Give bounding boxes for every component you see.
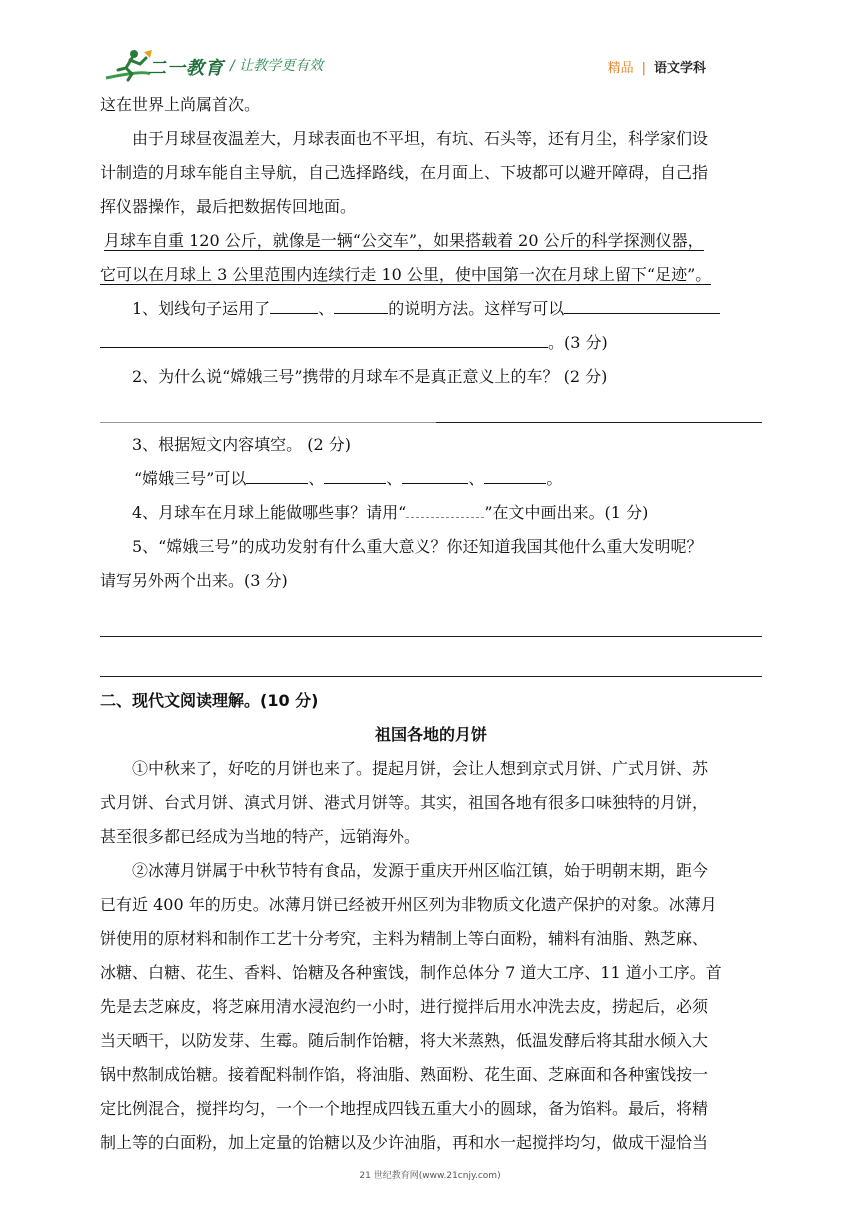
- answer-line: [100, 636, 762, 637]
- answer-blank[interactable]: [334, 295, 388, 314]
- section-heading: 二、现代文阅读理解。(10 分): [100, 691, 319, 710]
- passage-line: 锅中熬制成饴糖。接着配料制作馅，将油脂、熟面粉、花生面、芝麻面和各种蜜饯按一: [100, 1065, 709, 1084]
- question-text: ”在文中画出来。(1 分): [484, 503, 649, 522]
- passage-line: 冰糖、白糖、花生、香料、饴糖及各种蜜饯，制作总体分 7 道大工序、11 道小工序。首: [100, 963, 722, 982]
- answer-blank[interactable]: [270, 295, 318, 314]
- document-body: [100, 88, 762, 1160]
- passage-line: 式月饼、台式月饼、滇式月饼、港式月饼等。其实，祖国各地有很多口味独特的月饼，: [100, 793, 709, 812]
- wavy-line-sample: [406, 497, 484, 518]
- answer-line: [100, 676, 762, 677]
- page-header: [0, 0, 860, 80]
- passage-line: 饼使用的原材料和制作工艺十分考究，主料为精制上等白面粉，辅料有油脂、熟芝麻、: [100, 929, 709, 948]
- answer-area[interactable]: [100, 598, 762, 638]
- question-3-fill: [100, 462, 762, 496]
- answer-line: [436, 422, 762, 423]
- passage-line: 挥仪器操作，最后把数据传回地面。: [100, 197, 357, 216]
- brand-label: [608, 57, 706, 76]
- page-footer: 21 世纪教育网(www.21cnjy.com): [359, 1171, 501, 1181]
- passage-line: ②冰薄月饼属于中秋节特有食品，发源于重庆开州区临江镇，始于明朝末期，距今: [132, 861, 709, 880]
- passage-line: 已有近 400 年的历史。冰薄月饼已经被开州区列为非物质文化遗产保护的对象。冰薄月: [100, 895, 717, 914]
- question-text: 1、划线句子运用了: [132, 299, 271, 318]
- passage-line: 计制造的月球车能自主导航，自己选择路线，在月面上、下坡都可以避开障碍，自己指: [100, 163, 709, 182]
- passage-line: ①中秋来了，好吃的月饼也来了。提起月饼，会让人想到京式月饼、广式月饼、苏: [132, 759, 709, 778]
- question-text: “嫦娥三号”可以: [134, 469, 247, 488]
- question-text: 的说明方法。这样写可以: [388, 299, 565, 318]
- logo-text: 二一教育: [148, 58, 224, 79]
- answer-area[interactable]: [100, 638, 762, 678]
- question-text: 、: [318, 299, 335, 318]
- underlined-text: 它可以在月球上 3 公里范围内连续行走 10 公里，使中国第一次在月球上留下“足迹”。: [100, 265, 712, 284]
- passage-line: 先是去芝麻皮，将芝麻用清水浸泡约一小时，进行搅拌后用水冲洗去皮，捞起后，必须: [100, 997, 709, 1016]
- passage-title: 祖国各地的月饼: [374, 725, 487, 744]
- separator: 、: [386, 469, 403, 488]
- passage-line: 当天晒干，以防发芽、生霉。随后制作饴糖，将大米蒸熟，低温发酵后将其甜水倾入大: [100, 1031, 709, 1050]
- question-2: 2、为什么说“嫦娥三号”携带的月球车不是真正意义上的车？ (2 分): [132, 367, 608, 386]
- question-1: [100, 292, 762, 326]
- brand-quality: 精品: [607, 61, 634, 76]
- question-3: 3、根据短文内容填空。 (2 分): [132, 435, 352, 454]
- answer-area[interactable]: [100, 394, 762, 428]
- question-1-cont: [100, 326, 762, 360]
- separator: 、: [468, 469, 485, 488]
- question-text: 。(3 分): [548, 333, 608, 352]
- passage-line: 制上等的白面粉，加上定量的饴糖以及少许油脂，再和水一起搅拌均匀，做成干湿恰当: [100, 1133, 709, 1152]
- question-4: [100, 496, 762, 530]
- passage-line: 这在世界上尚属首次。: [100, 95, 261, 114]
- underlined-sentence: [100, 224, 762, 258]
- answer-blank[interactable]: [324, 465, 386, 484]
- separator: 、: [308, 469, 325, 488]
- answer-line: [100, 422, 436, 423]
- answer-blank[interactable]: [246, 465, 308, 484]
- brand-subject: 语文学科: [653, 61, 706, 76]
- answer-blank[interactable]: [564, 295, 720, 314]
- brand-separator: |: [641, 61, 646, 76]
- separator: 。: [546, 469, 563, 488]
- question-5-cont: 请写另外两个出来。(3 分): [100, 571, 288, 590]
- question-5: 5、“嫦娥三号”的成功发射有什么重大意义？你还知道我国其他什么重大发明呢？: [132, 537, 703, 556]
- answer-blank[interactable]: [100, 329, 548, 348]
- underlined-sentence: [100, 258, 762, 292]
- passage-line: 由于月球昼夜温差大，月球表面也不平坦，有坑、石头等，还有月尘，科学家们设: [132, 129, 709, 148]
- passage-line: 甚至很多都已经成为当地的特产，远销海外。: [100, 827, 421, 846]
- answer-blank[interactable]: [402, 465, 468, 484]
- underlined-text: 月球车自重 120 公斤，就像是一辆“公交车”，如果搭载着 20 公斤的科学探测仪器，: [104, 231, 704, 250]
- slogan: / 让教学更有效: [230, 58, 324, 74]
- question-text: 4、月球车在月球上能做哪些事？请用“: [132, 503, 407, 522]
- passage-line: 定比例混合，搅拌均匀，一个一个地捏成四钱五重大小的圆球，备为馅料。最后，将精: [100, 1099, 709, 1118]
- answer-blank[interactable]: [484, 465, 546, 484]
